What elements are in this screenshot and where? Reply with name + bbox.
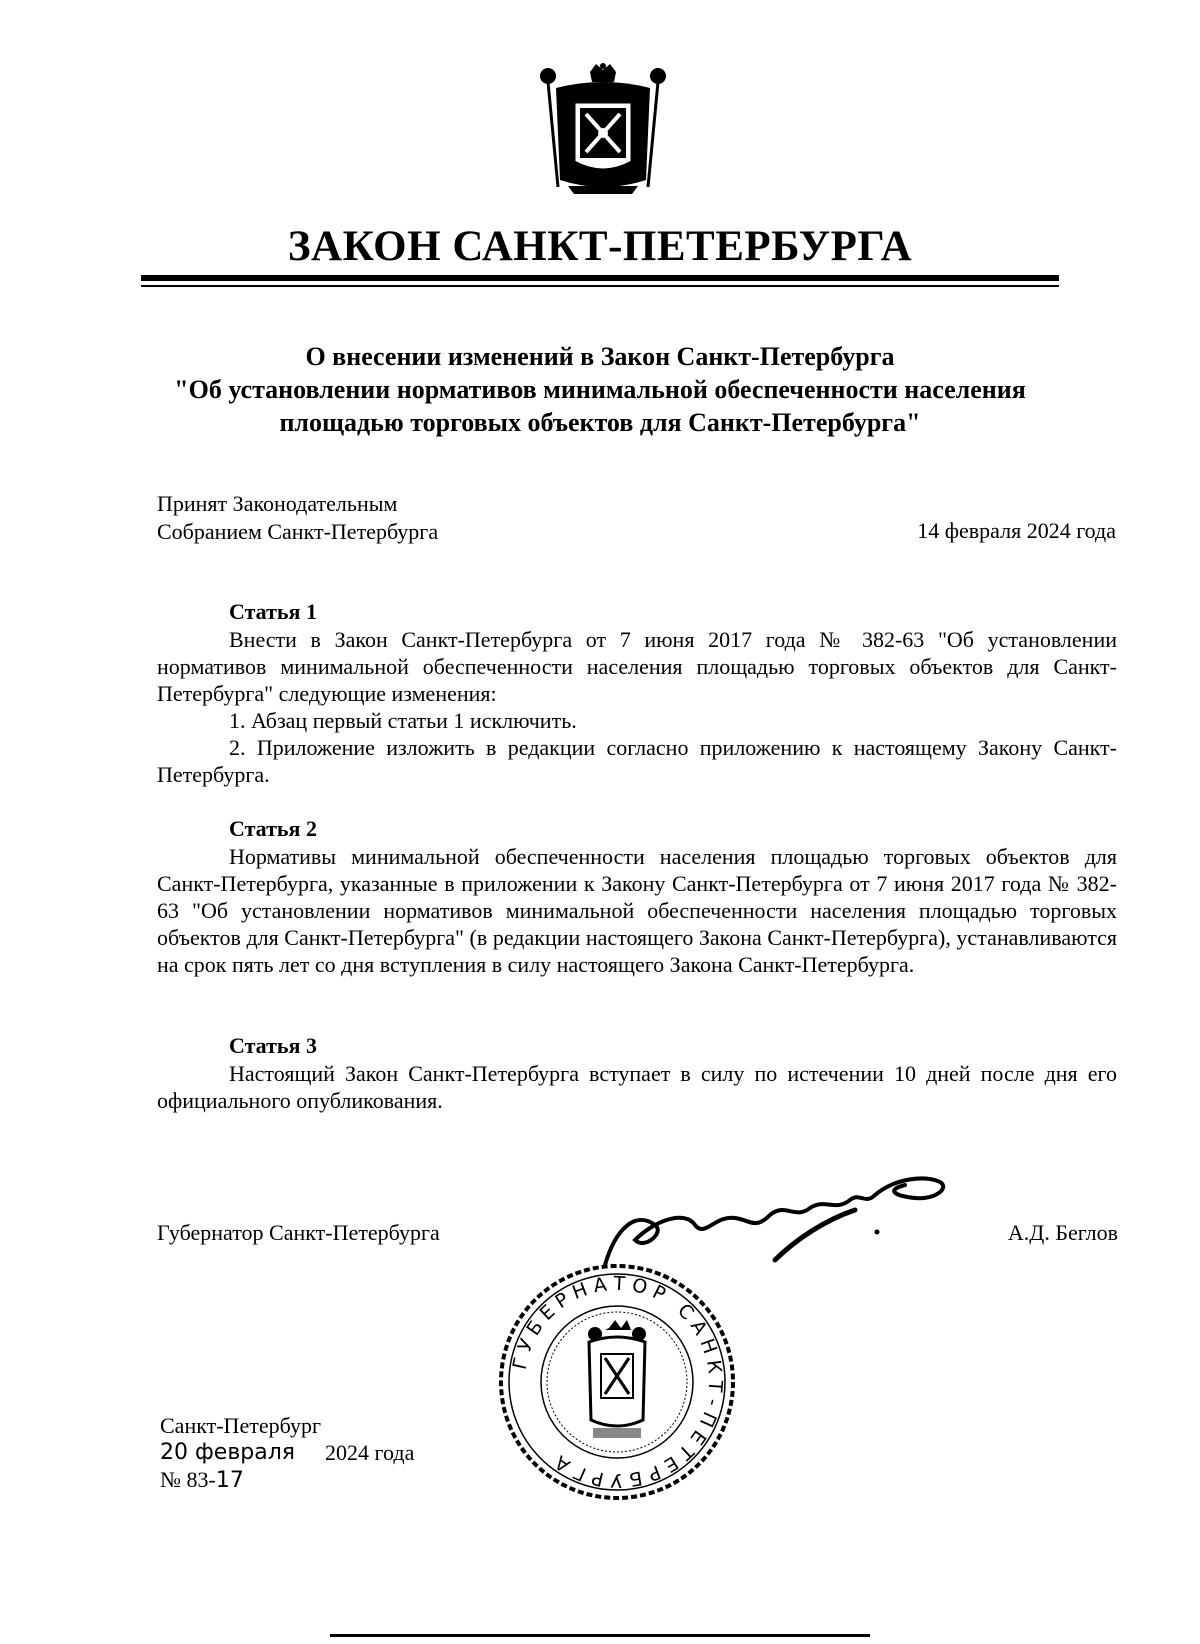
scan-artifact-line	[330, 1634, 870, 1637]
coat-of-arms-icon	[528, 62, 678, 202]
law-number-suffix: 17	[215, 1468, 244, 1493]
adopted-by	[157, 490, 438, 546]
governor-seal-icon	[497, 1262, 737, 1502]
article-paragraph: 2. Приложение изложить в редакции согласно приложению к настоящему Закону Санкт-Петербурга.	[157, 735, 1117, 787]
adopted-line-2: Собранием Санкт-Петербурга	[157, 519, 439, 544]
article-paragraph: Нормативы минимальной обеспеченности населения площадью торговых объектов для Санкт-Петербурга, указанные в приложении к Закону Санкт-Петербурга от 7 июня 2017 года № 382-63 "Об установлении нормативов минимальной обеспеченности населения площадью торговых объектов для Санкт-Петербурга" (в редакции настоящего Закона Санкт-Петербурга), устанавливаются на срок пять лет со дня вступления в силу настоящего Закона Санкт-Петербурга.	[157, 844, 1117, 977]
subtitle-line-2: "Об установлении нормативов минимальной обеспеченности населения	[174, 375, 1026, 404]
subtitle-line-3: площадью торговых объектов для Санкт-Петербурга"	[279, 408, 921, 437]
law-title: ЗАКОН САНКТ-ПЕТЕРБУРГА	[287, 223, 913, 270]
subtitle-line-1: О внесении изменений в Закон Санкт-Петербурга	[305, 342, 895, 371]
signing-city: Санкт-Петербург	[160, 1413, 321, 1438]
adopted-line-1: Принят Законодательным	[157, 491, 398, 516]
article-heading: Статья 2	[229, 816, 317, 841]
seal-ring-text: ГУБЕРНАТОР САНКТ-ПЕТЕРБУРГА	[508, 1272, 727, 1492]
title-rule-thick	[141, 275, 1059, 281]
article-paragraph: Внести в Закон Санкт-Петербурга от 7 июня 2017 года № 382-63 "Об установлении нормативов минимальной обеспеченности населения площадью торговых объектов для Санкт-Петербурга" следующие изменения:	[157, 627, 1117, 706]
article-heading: Статья 3	[229, 1033, 317, 1058]
signing-day-month: 20 февраля	[160, 1440, 296, 1465]
title-rule-thin	[141, 285, 1059, 287]
signing-details	[160, 1412, 414, 1494]
governor-position: Губернатор Санкт-Петербурга	[157, 1220, 440, 1245]
article-1	[157, 598, 1117, 788]
article-2	[157, 815, 1117, 978]
handwritten-signature	[595, 1170, 955, 1280]
governor-name: А.Д. Беглов	[1007, 1220, 1118, 1245]
article-heading: Статья 1	[229, 599, 317, 624]
article-paragraph: Настоящий Закон Санкт-Петербурга вступает в силу по истечении 10 дней после дня его официального опубликования.	[157, 1061, 1117, 1113]
signing-year: 2024 года	[325, 1440, 415, 1465]
article-paragraph: 1. Абзац первый статьи 1 исключить.	[229, 708, 577, 733]
adopted-date: 14 февраля 2024 года	[917, 518, 1116, 543]
article-3	[157, 1032, 1117, 1114]
law-number-prefix: № 83-	[160, 1467, 216, 1492]
law-subtitle	[0, 340, 1200, 439]
